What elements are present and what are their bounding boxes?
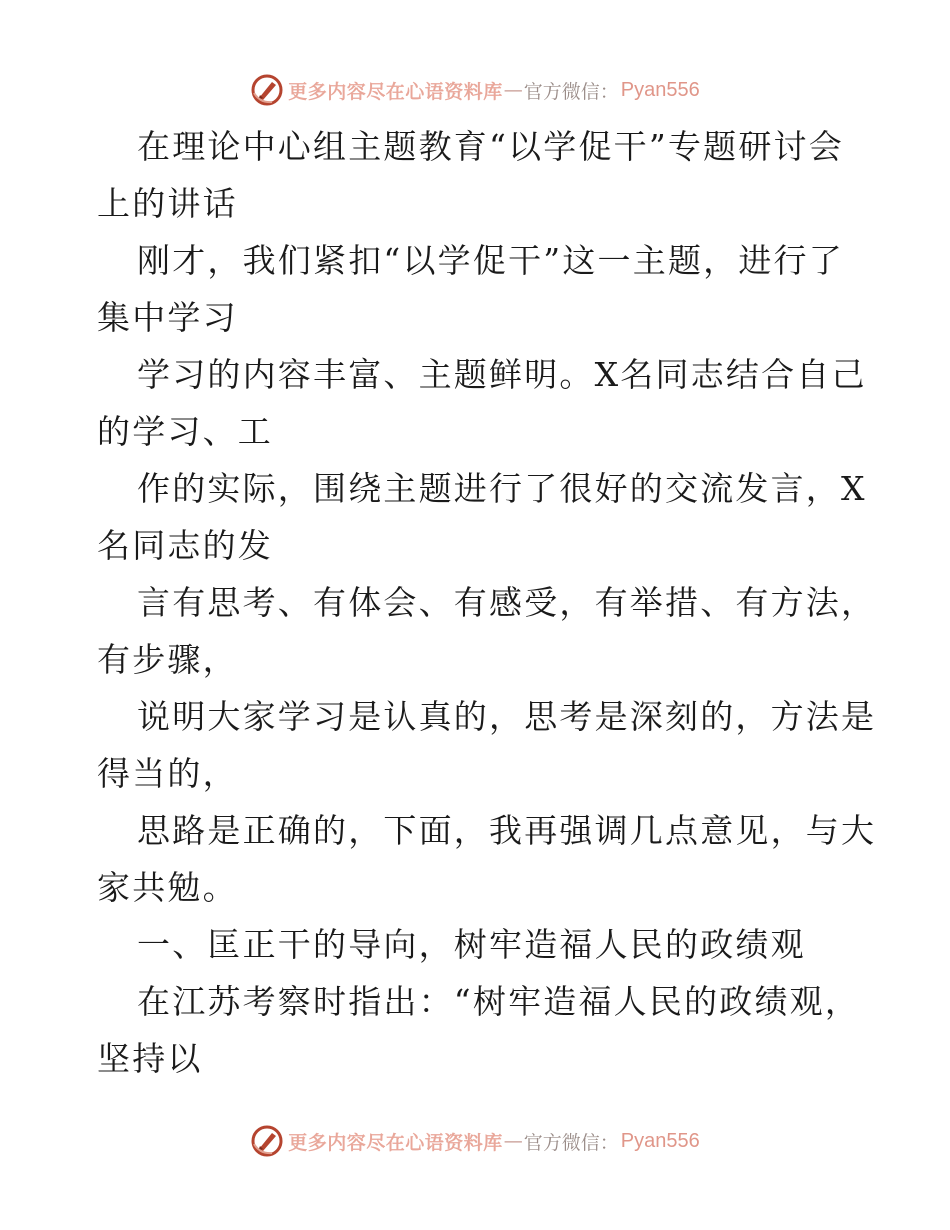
watermark-separator: — [503,79,523,101]
doc-line: 的学习、工 [97,412,273,451]
doc-line: 作的实际，围绕主题进行了很好的交流发言，X [137,469,867,508]
watermark-text: 更多内容尽在心语资料库 [288,1131,503,1154]
doc-line: 坚持以 [97,1039,203,1078]
watermark-wechat-id: Pyan556 [620,1129,700,1152]
pen-logo-icon [250,73,284,107]
doc-line: 说明大家学习是认真的，思考是深刻的，方法是 [137,697,877,736]
doc-line: 一、匡正干的导向，树牢造福人民的政绩观 [137,925,806,964]
watermark-wechat-id: Pyan556 [620,78,700,101]
doc-line: 言有思考、有体会、有感受，有举措、有方法， [137,583,877,622]
watermark-label: 官方微信： [523,80,619,103]
pen-logo-icon [250,1124,284,1158]
doc-line: 思路是正确的，下面，我再强调几点意见，与大 [137,811,877,850]
doc-line: 上的讲话 [97,184,238,223]
doc-line: 有步骤， [97,640,238,679]
watermark-text: 更多内容尽在心语资料库 [288,80,503,103]
doc-line: 刚才，我们紧扣“以学促干”这一主题，进行了 [137,241,844,280]
watermark-label: 官方微信： [523,1131,619,1154]
doc-line: 家共勉。 [97,868,238,907]
doc-line: 在江苏考察时指出：“树牢造福人民的政绩观， [137,982,861,1021]
header-watermark [0,70,950,110]
document-body [97,118,877,1087]
doc-line: 得当的， [97,754,238,793]
doc-line: 集中学习 [97,298,238,337]
doc-line: 名同志的发 [97,526,273,565]
doc-line: 在理论中心组主题教育“以学促干”专题研讨会 [137,127,844,166]
watermark-separator: — [503,1130,523,1152]
doc-line: 学习的内容丰富、主题鲜明。X名同志结合自己 [137,355,867,394]
footer-watermark [0,1121,950,1161]
